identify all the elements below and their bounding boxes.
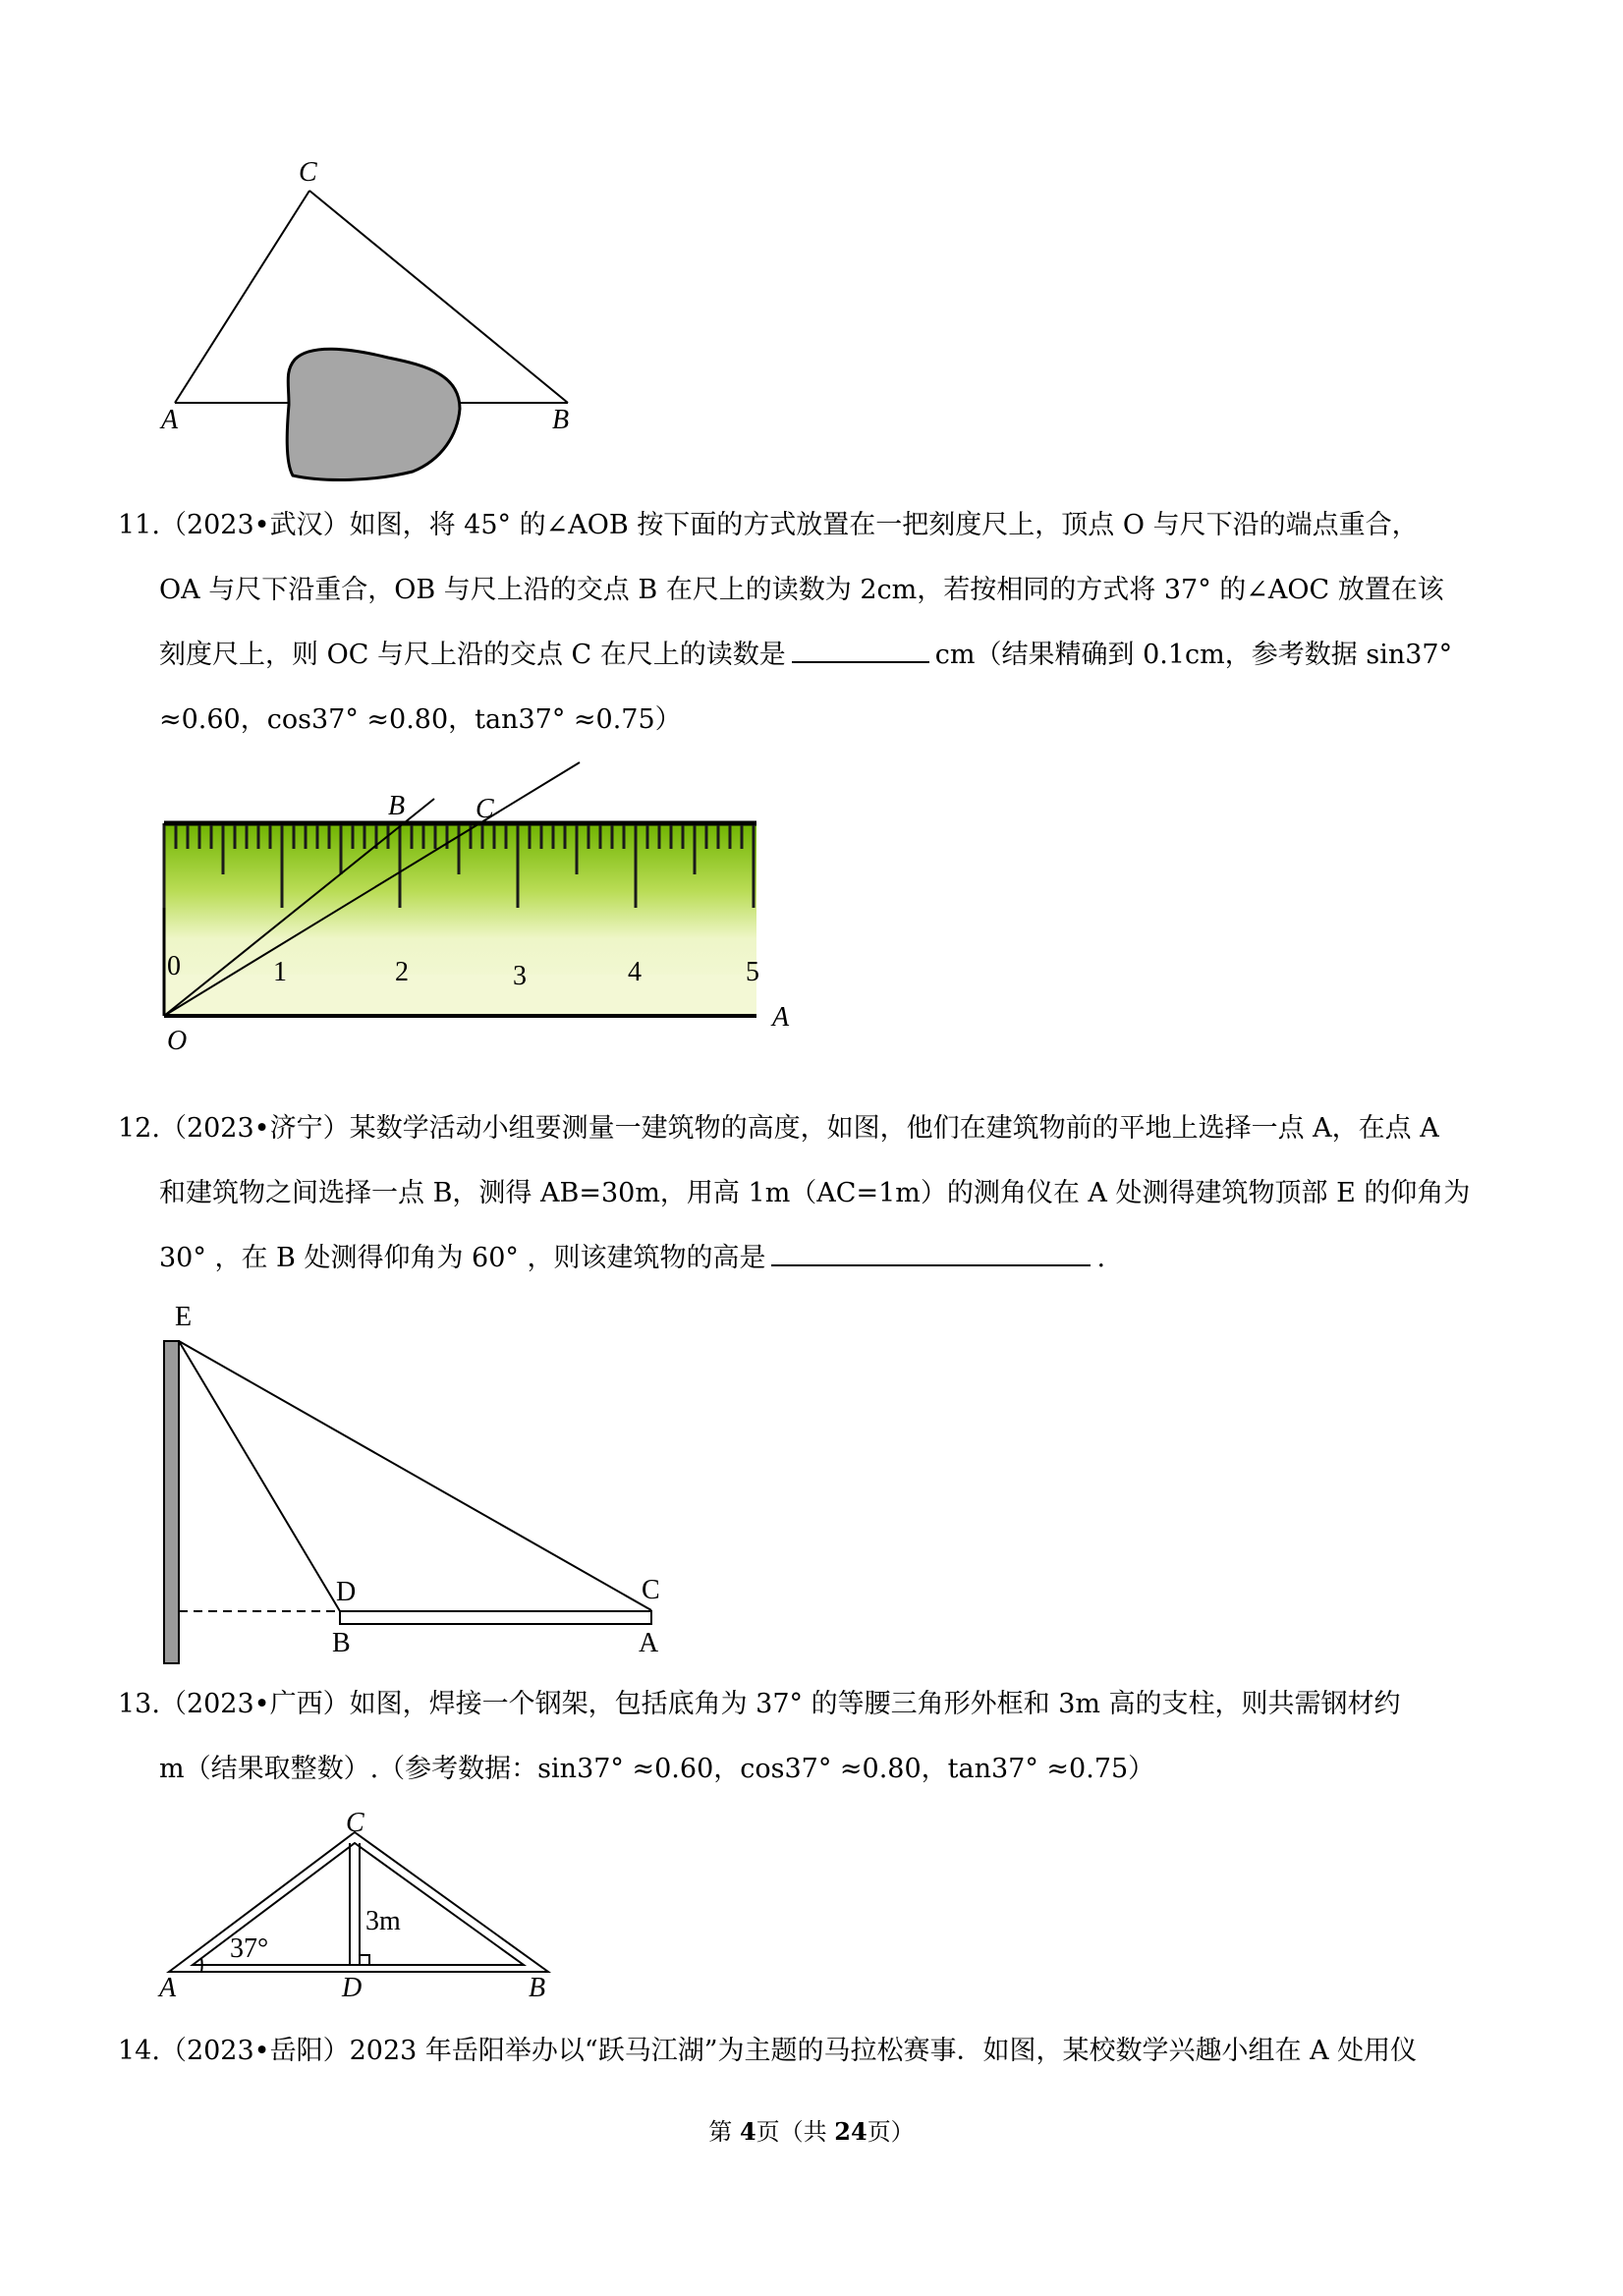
angle-label: 37° <box>230 1933 269 1964</box>
question-text-line2: m（结果取整数）.（参考数据：sin37° ≈0.60，cos37° ≈0.80，tan37° ≈0.75） <box>159 1754 1155 1784</box>
footer-suffix: 页） <box>867 2118 915 2146</box>
label-b: B <box>552 405 570 435</box>
rock-shape <box>287 349 460 479</box>
question-text-line2: OA 与尺下沿重合，OB 与尺上沿的交点 B 在尺上的读数为 2cm，若按相同的方式将 37° 的∠AOC 放置在该 <box>159 575 1444 605</box>
figure-10-drawing <box>147 147 589 491</box>
question-12 <box>118 1096 1523 1291</box>
label-d: D <box>342 1973 363 2003</box>
ruler-number-3: 3 <box>513 961 527 991</box>
question-source: （2023•广西） <box>159 1689 350 1719</box>
question-text-line3-start: 刻度尺上，则 OC 与尺上沿的交点 C 在尺上的读数是 <box>159 640 786 670</box>
question-14 <box>118 2019 1523 2084</box>
label-d: D <box>336 1577 357 1607</box>
label-a: A <box>772 1002 790 1033</box>
question-text-line1: 2023 年岳阳举办以“跃马江湖”为主题的马拉松赛事．如图，某校数学兴趣小组在 A 处用仪 <box>349 2036 1418 2066</box>
label-a: A <box>161 405 179 435</box>
label-c: C <box>642 1575 660 1605</box>
figure-12 <box>147 1302 678 1665</box>
label-c: C <box>299 157 317 188</box>
footer-total-pages: 24 <box>834 2117 867 2146</box>
ruler-number-1: 1 <box>273 957 287 987</box>
ruler-number-0: 0 <box>167 951 181 981</box>
question-number: 13. <box>118 1689 160 1719</box>
figure-10 <box>147 147 589 491</box>
height-label: 3m <box>365 1906 401 1936</box>
question-13 <box>118 1672 1523 1802</box>
footer-prefix: 第 <box>708 2118 740 2146</box>
ruler-number-5: 5 <box>746 957 759 987</box>
question-source: （2023•岳阳） <box>159 2036 350 2066</box>
ruler-number-4: 4 <box>628 957 642 987</box>
figure-11 <box>147 747 815 1100</box>
question-source: （2023•济宁） <box>159 1113 350 1144</box>
question-text-line1: 如图，焊接一个钢架，包括底角为 37° 的等腰三角形外框和 3m 高的支柱，则共需钢材约 <box>349 1689 1401 1719</box>
label-c: C <box>346 1808 364 1838</box>
label-b: B <box>388 791 406 821</box>
question-text-line3-start: 30° ，在 B 处测得仰角为 60° ，则该建筑物的高是 <box>159 1243 766 1273</box>
question-11 <box>118 493 1523 753</box>
footer-middle: 页（共 <box>756 2118 835 2146</box>
answer-blank[interactable] <box>771 1237 1091 1266</box>
question-text-line1: 某数学活动小组要测量一建筑物的高度，如图，他们在建筑物前的平地上选择一点 A，在点 A <box>349 1113 1439 1144</box>
label-a: A <box>159 1973 177 2003</box>
label-a: A <box>639 1628 659 1658</box>
label-b: B <box>332 1628 351 1658</box>
answer-blank[interactable] <box>792 634 929 663</box>
question-text-line3-end: cm（结果精确到 0.1cm，参考数据 sin37° <box>934 640 1453 670</box>
footer-page-number: 4 <box>739 2117 756 2146</box>
page-footer <box>0 2112 1623 2147</box>
label-c: C <box>476 794 494 824</box>
question-text-line2: 和建筑物之间选择一点 B，测得 AB=30m，用高 1m（AC=1m）的测角仪在 A 处测得建筑物顶部 E 的仰角为 <box>159 1178 1471 1208</box>
question-number: 11. <box>118 510 160 540</box>
question-text-line1: 如图，将 45° 的∠AOB 按下面的方式放置在一把刻度尺上，顶点 O 与尺下沿的端点重合， <box>349 510 1419 540</box>
ruler-number-2: 2 <box>395 957 409 987</box>
label-b: B <box>529 1973 546 2003</box>
question-text-line3-end: . <box>1096 1243 1106 1273</box>
label-o: O <box>167 1026 188 1056</box>
question-number: 12. <box>118 1113 160 1144</box>
label-e: E <box>175 1302 193 1332</box>
question-text-line4: ≈0.60，cos37° ≈0.80，tan37° ≈0.75） <box>159 704 682 735</box>
question-source: （2023•武汉） <box>159 510 350 540</box>
building-drawing <box>147 1302 678 1665</box>
figure-13 <box>147 1808 580 2009</box>
question-number: 14. <box>118 2036 160 2066</box>
